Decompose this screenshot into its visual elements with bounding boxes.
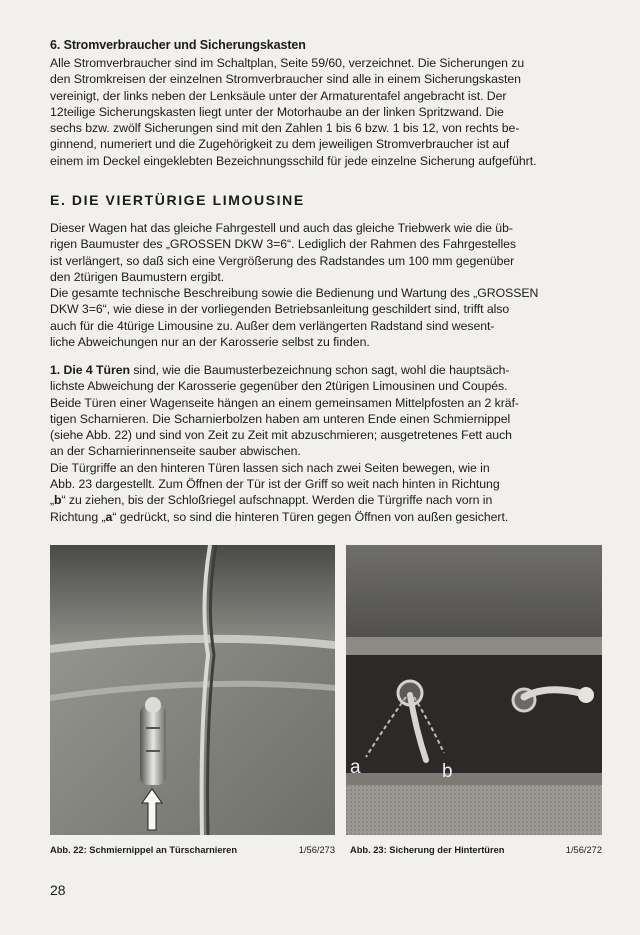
text-line: den 2türigen Baumustern ergibt.	[50, 269, 225, 284]
page-number: 28	[50, 882, 66, 898]
text-line	[50, 362, 602, 378]
caption-reference: 1/56/273	[298, 845, 335, 855]
text-fragment: Richtung „	[50, 509, 106, 524]
section-e-paragraph	[50, 220, 602, 350]
text-line: 12teilige Sicherungskasten liegt unter der Motorhaube an der linken Spritzwand. Die	[50, 104, 504, 119]
figure-label-b: b	[442, 761, 453, 782]
section-6-paragraph	[50, 55, 602, 169]
text-line: an der Scharnierinnenseite sauber abwischen.	[50, 444, 301, 459]
text-line: lichste Abweichung der Karosserie gegenüber den 2türigen Limousinen und Coupés.	[50, 379, 508, 394]
text-line: Dieser Wagen hat das gleiche Fahrgestell und auch das gleiche Triebwerk wie die üb-	[50, 221, 513, 235]
text-fragment: “ gedrückt, so sind die hinteren Türen gegen Öffnen von außen gesichert.	[112, 509, 509, 524]
text-line: ist verlängert, so daß sich eine Vergrößerung des Radstandes um 100 mm gegenüber	[50, 253, 515, 268]
text-line: Die gesamte technische Beschreibung sowie die Bedienung und Wartung des „GROSSEN	[50, 286, 539, 301]
figure-23-door-handle-photo	[346, 545, 602, 835]
text-line: DKW 3=6“, wie diese in der vorliegenden Betriebsanleitung geschildert sind, trifft also	[50, 302, 510, 317]
text-line	[50, 509, 602, 525]
section-6-heading: 6. Stromverbraucher und Sicherungskasten	[50, 38, 306, 52]
text-fragment: „	[50, 493, 55, 508]
text-line: Alle Stromverbraucher sind im Schaltplan, Seite 59/60, verzeichnet. Die Sicherungen zu	[50, 56, 525, 70]
figure-label-a: a	[350, 757, 361, 778]
text-line: ginnend, numeriert und die Zugehörigkeit zu dem jeweiligen Stromverbraucher ist auf	[50, 137, 510, 152]
figure-22-hinge-photo	[50, 545, 335, 835]
section-1-paragraph	[50, 362, 602, 525]
text-line	[50, 492, 602, 508]
text-line: liche Abweichungen nur an der Karosserie selbst zu finden.	[50, 335, 370, 350]
text-fragment: “ zu ziehen, bis der Schloßriegel aufschnappt. Werden die Türgriffe nach vorn in	[61, 493, 493, 508]
text-line: den Stromkreisen der einzelnen Stromverbraucher sind alle in einem Sicherungskasten	[50, 72, 521, 87]
text-line: sechs bzw. zwölf Sicherungen sind mit den Zahlen 1 bis 6 bzw. 1 bis 12, von rechts be-	[50, 121, 520, 136]
text-line: rigen Baumuster des „GROSSEN DKW 3=6“. Lediglich der Rahmen des Fahrgestelles	[50, 237, 517, 252]
caption-text: Abb. 22: Schmiernippel an Türscharnieren	[50, 845, 238, 855]
door-handle-photo-illustration	[346, 545, 602, 835]
section-1-lead: 1. Die 4 Türen	[50, 363, 130, 377]
caption-reference: 1/56/272	[565, 845, 602, 855]
text-line: einem im Deckel eingeklebten Bezeichnungsschild für jede einzelne Sicherung aufgeführt.	[50, 153, 537, 168]
text-fragment: sind, wie die Baumusterbezeichnung schon sagt, wohl die hauptsäch-	[129, 363, 510, 377]
text-line: auch für die 4türige Limousine zu. Außer dem verlängerten Radstand sind wesent-	[50, 318, 495, 333]
text-line: (siehe Abb. 22) und sind von Zeit zu Zeit mit abzuschmieren; ausgetretenes Fett auch	[50, 428, 512, 443]
section-e-heading: E. DIE VIERTÜRIGE LIMOUSINE	[50, 192, 305, 208]
text-line: Abb. 23 dargestellt. Zum Öffnen der Tür ist der Griff so weit nach hinten in Richtung	[50, 477, 500, 492]
direction-label-b: b	[54, 493, 62, 508]
text-line: tigen Scharnieren. Die Scharnierbolzen haben am unteren Ende einen Schmiernippel	[50, 411, 511, 426]
caption-text: Abb. 23: Sicherung der Hintertüren	[350, 845, 505, 855]
direction-label-a: a	[105, 509, 113, 524]
text-line: Die Türgriffe an den hinteren Türen lassen sich nach zwei Seiten bewegen, wie in	[50, 460, 490, 475]
text-line: vereinigt, der links neben der Lenksäule unter der Armaturentafel angebracht ist. Der	[50, 88, 507, 103]
text-line: Beide Türen einer Wagenseite hängen an einem gemeinsamen Mittelpfosten an 2 kräf-	[50, 395, 519, 410]
hinge-photo-illustration	[50, 545, 335, 835]
